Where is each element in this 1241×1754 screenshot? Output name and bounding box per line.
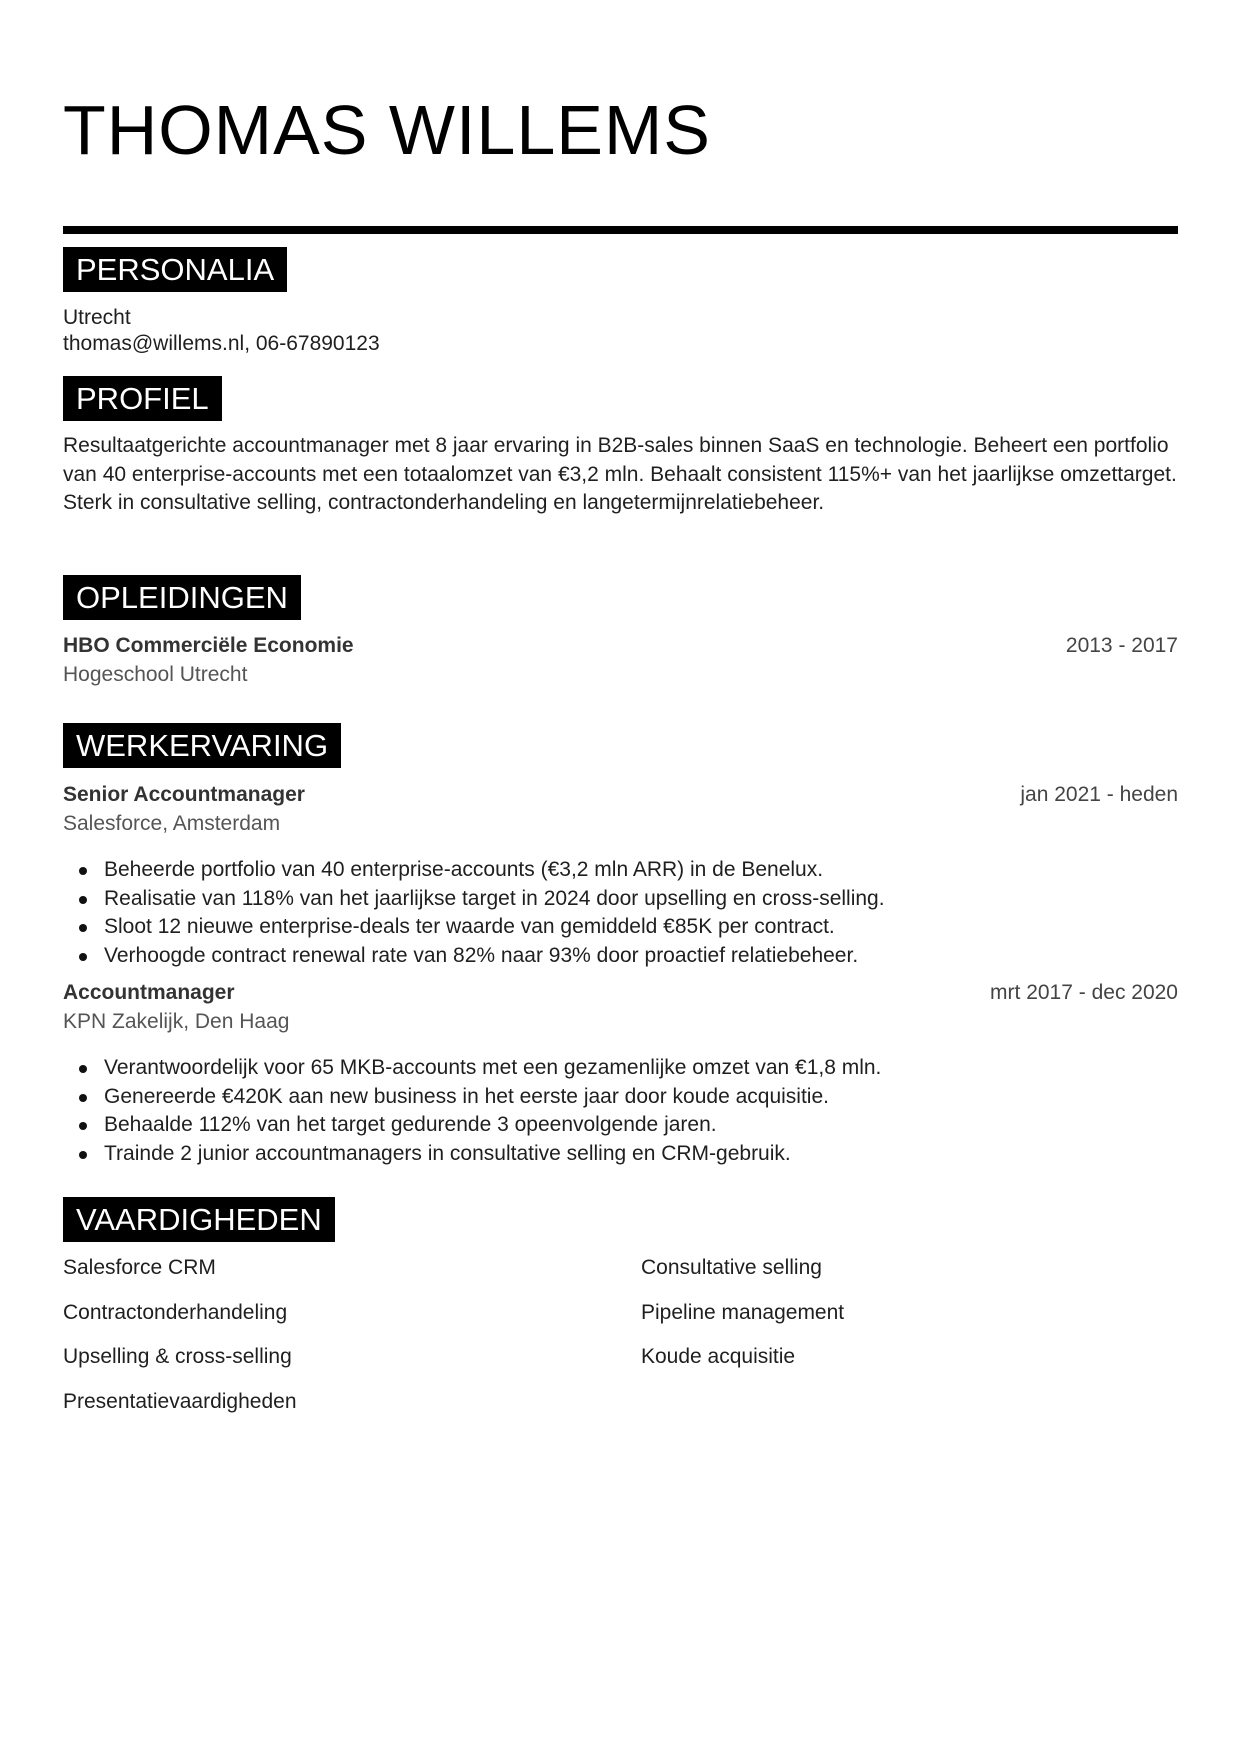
job-period: jan 2021 - heden [1020,783,1178,806]
bullet-dot-icon [79,1151,87,1159]
job-period: mrt 2017 - dec 2020 [990,981,1178,1004]
skill-item: Salesforce CRM [63,1256,216,1279]
section-heading-werkervaring: WERKERVARING [63,723,341,768]
achievement-item: Trainde 2 junior accountmanagers in consultative selling en CRM-gebruik. [63,1140,1178,1169]
section-heading-vaardigheden: VAARDIGHEDEN [63,1197,335,1242]
achievement-item: Realisatie van 118% van het jaarlijkse target in 2024 door upselling en cross-selling. [63,885,1178,914]
bullet-dot-icon [79,896,87,904]
bullet-dot-icon [79,924,87,932]
education-degree: HBO Commerciële Economie [63,634,354,657]
job-achievements-list [63,1054,1178,1169]
candidate-name: THOMAS WILLEMS [63,91,711,169]
skill-item: Consultative selling [641,1256,822,1279]
bullet-dot-icon [79,1094,87,1102]
achievement-item: Beheerde portfolio van 40 enterprise-accounts (€3,2 mln ARR) in de Benelux. [63,856,1178,885]
section-heading-opleidingen: OPLEIDINGEN [63,575,301,620]
section-heading-personalia: PERSONALIA [63,247,287,292]
education-period: 2013 - 2017 [1065,634,1178,657]
job-title: Senior Accountmanager [63,783,305,806]
header-divider [63,226,1178,234]
personalia-city: Utrecht [63,306,131,329]
profile-summary: Resultaatgerichte accountmanager met 8 jaar ervaring in B2B-sales binnen SaaS en technologie. Beheert een portfolio van 40 enterprise-accounts met een totaalomzet van €3,2 mln. Behaalt consistent 115%+ van het jaarlijkse omzettarget. Sterk in consultative selling, contractonderhandeling en langetermijnrelatiebeheer. [63,434,1177,514]
achievement-item: Behaalde 112% van het target gedurende 3 opeenvolgende jaren. [63,1111,1178,1140]
bullet-dot-icon [79,1122,87,1130]
achievement-item: Sloot 12 nieuwe enterprise-deals ter waarde van gemiddeld €85K per contract. [63,913,1178,942]
skill-item: Pipeline management [641,1301,845,1324]
education-institution: Hogeschool Utrecht [63,663,248,686]
bullet-dot-icon [79,867,87,875]
bullet-dot-icon [79,953,87,961]
job-company: KPN Zakelijk, Den Haag [63,1010,290,1033]
job-title: Accountmanager [63,981,235,1004]
personalia-contact: thomas@willems.nl, 06-67890123 [63,332,380,355]
skill-item: Koude acquisitie [641,1345,796,1368]
skill-item: Upselling & cross-selling [63,1345,292,1368]
achievement-item: Genereerde €420K aan new business in het eerste jaar door koude acquisitie. [63,1083,1178,1112]
skill-item: Presentatievaardigheden [63,1390,297,1413]
section-heading-profiel: PROFIEL [63,376,222,421]
achievement-item: Verhoogde contract renewal rate van 82% naar 93% door proactief relatiebeheer. [63,942,1178,971]
job-achievements-list [63,856,1178,971]
achievement-item: Verantwoordelijk voor 65 MKB-accounts met een gezamenlijke omzet van €1,8 mln. [63,1054,1178,1083]
bullet-dot-icon [79,1065,87,1073]
job-company: Salesforce, Amsterdam [63,812,281,835]
resume-page [63,0,1178,1754]
skill-item: Contractonderhandeling [63,1301,288,1324]
